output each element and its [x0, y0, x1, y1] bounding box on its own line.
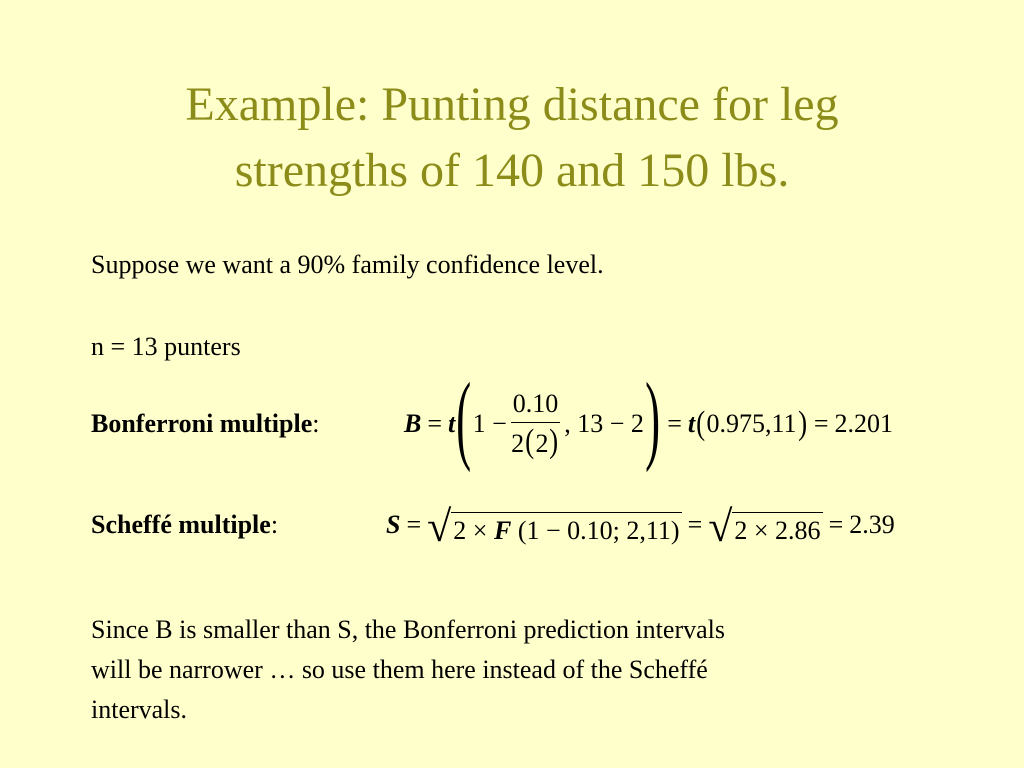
- conclusion-paragraph: [91, 615, 725, 725]
- scheffe-label: [91, 510, 278, 540]
- scheffe-formula: [386, 500, 895, 550]
- bonferroni-args: 0.975,11: [706, 409, 797, 438]
- bonferroni-label: [91, 409, 319, 439]
- bonferroni-t-2: t: [687, 409, 696, 438]
- scheffe-sqrt-1: [427, 502, 681, 551]
- bonferroni-result: 2.201: [834, 409, 893, 438]
- conclusion-line-3: intervals.: [91, 695, 188, 724]
- radicand-1-pre: 2 ×: [453, 516, 488, 545]
- bonferroni-eq-3: =: [813, 409, 829, 438]
- scheffe-lhs: S: [386, 510, 401, 539]
- bonferroni-eq-2: =: [667, 409, 682, 438]
- conclusion-line-1: Since B is smaller than S, the Bonferroni prediction intervals: [91, 615, 725, 644]
- den-inner: 2: [535, 428, 549, 458]
- left-big-paren: (: [456, 362, 472, 473]
- slide-title-line-2: strengths of 140 and 150 lbs.: [234, 144, 790, 197]
- den-factor: 2: [511, 428, 525, 458]
- conclusion-line-2: will be narrower … so use them here instead of the Scheffé: [91, 655, 708, 684]
- bonferroni-label-colon: :: [312, 409, 320, 438]
- slide-title-line-1: Example: Punting distance for leg: [185, 78, 839, 131]
- bonferroni-t-1: t: [448, 409, 456, 438]
- bonferroni-df: , 13 − 2: [564, 409, 644, 438]
- bonferroni-one-minus: 1 −: [472, 409, 507, 438]
- fraction-numerator: 0.10: [511, 388, 561, 423]
- radical-icon: √: [708, 502, 733, 551]
- scheffe-eq-2: =: [687, 510, 703, 539]
- scheffe-eq-3: =: [828, 510, 844, 539]
- bonferroni-lhs: B: [404, 409, 422, 438]
- bonferroni-eq-1: =: [427, 409, 443, 438]
- scheffe-label-colon: :: [270, 510, 279, 539]
- bonferroni-fraction: [511, 388, 561, 461]
- radicand-1-post: (1 − 0.10; 2,11): [517, 516, 680, 545]
- sample-size-text: n = 13 punters: [91, 332, 241, 361]
- scheffe-radicand-2: 2 × 2.86: [732, 512, 822, 547]
- scheffe-sqrt-2: [708, 502, 822, 551]
- confidence-text: Suppose we want a 90% family confidence level.: [91, 250, 604, 279]
- bonferroni-formula: B = t ( 1 − $\frac{0.10}{2(2)}$ , 13 − 2 ) = t ( 0.975,11 ) = 2.201: [404, 362, 893, 473]
- scheffe-radicand-1: [451, 512, 681, 547]
- radicand-1-F: F: [493, 516, 512, 545]
- radical-icon: √: [427, 502, 452, 551]
- bonferroni-label-text: Bonferroni multiple: [91, 409, 313, 438]
- scheffe-eq-1: =: [406, 510, 422, 539]
- scheffe-result: 2.39: [849, 510, 895, 539]
- scheffe-label-text: Scheffé multiple: [91, 510, 271, 539]
- fraction-denominator: 2(2): [511, 422, 559, 460]
- right-big-paren: ): [645, 362, 661, 473]
- slide-title: [0, 72, 1024, 204]
